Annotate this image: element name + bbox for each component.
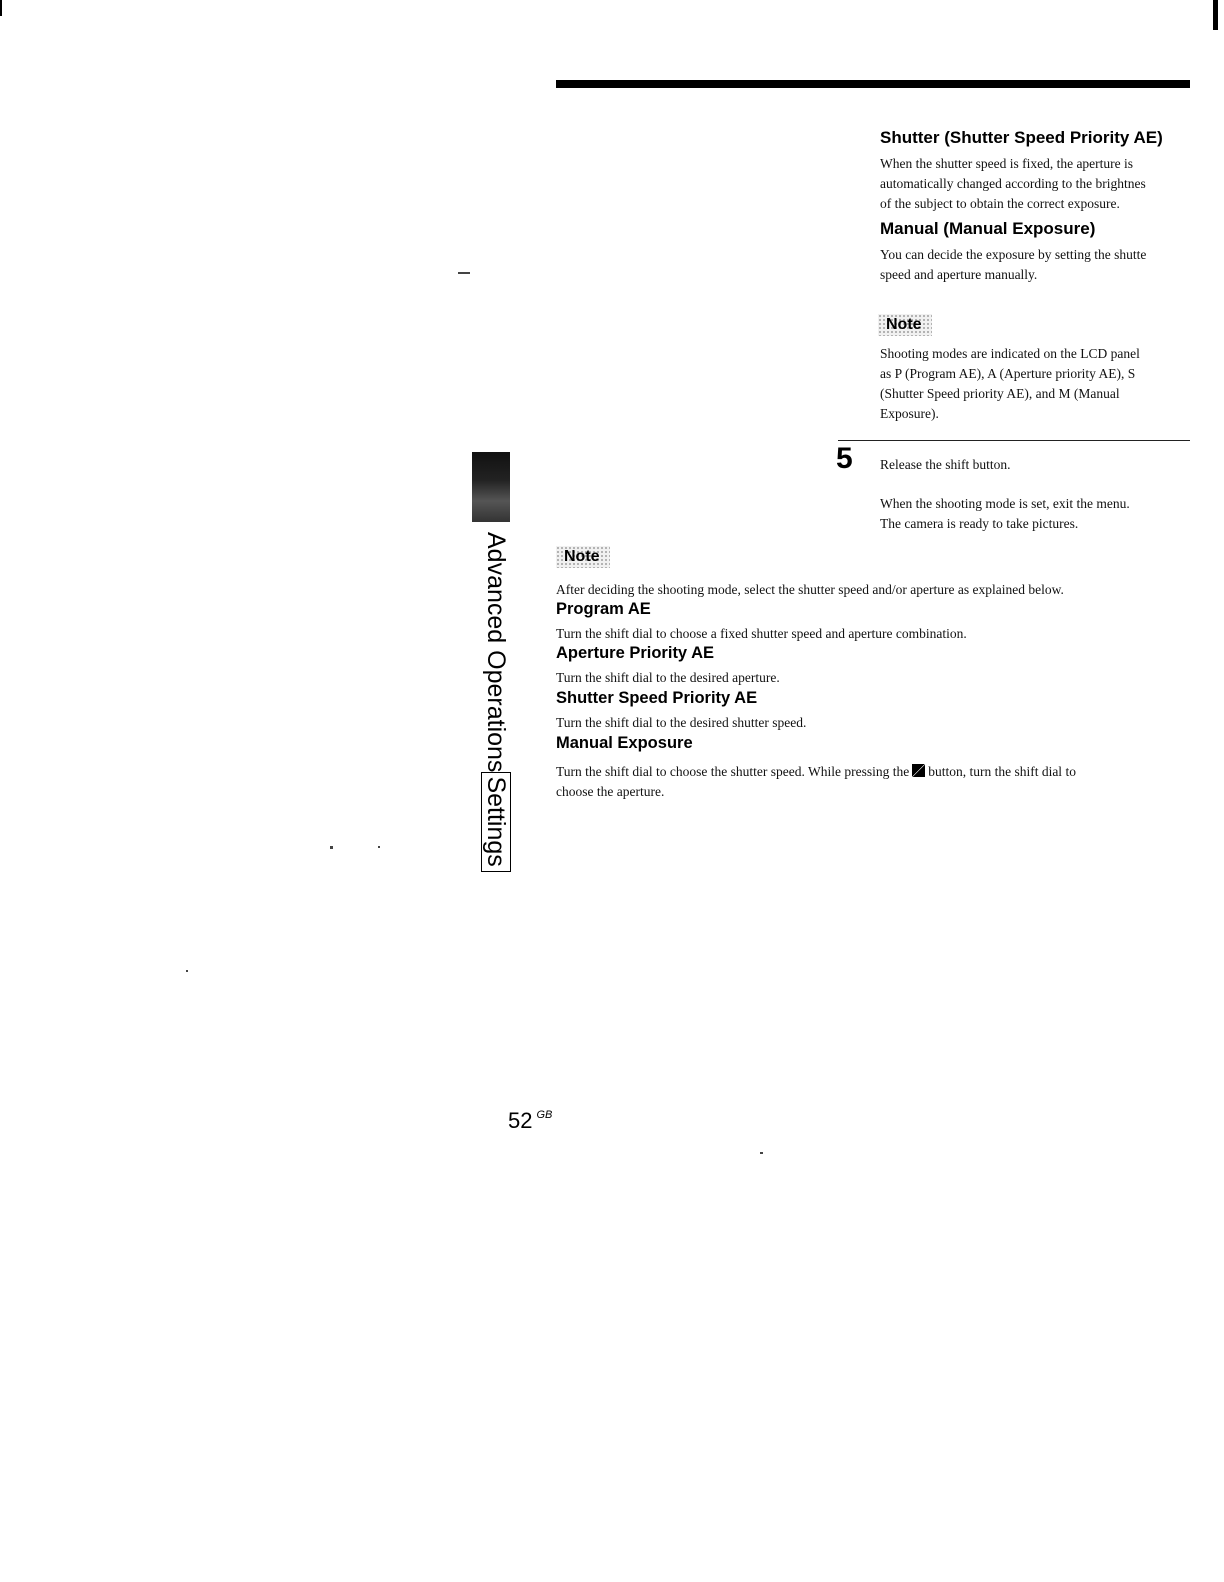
manual-description: You can decide the exposure by setting the shutte speed and aperture manually. bbox=[880, 247, 1147, 282]
section-tab-label: Advanced Operations bbox=[482, 532, 510, 773]
section-tab bbox=[481, 532, 511, 872]
step-rule bbox=[838, 440, 1190, 441]
step-text: Release the shift button. bbox=[880, 457, 1011, 472]
edge-mark bbox=[1213, 0, 1218, 30]
page-number: 52 $^{GB}$ bbox=[508, 1108, 553, 1133]
program-heading: Program AE bbox=[556, 600, 651, 618]
scan-speck bbox=[330, 846, 333, 849]
scan-speck bbox=[378, 846, 380, 848]
shutter-description: When the shutter speed is fixed, the aperture is automatically changed according to the brightnes of the subject to obtain the correct exposure. bbox=[880, 156, 1146, 211]
note-badge: Note bbox=[878, 314, 932, 336]
step-number: 5 bbox=[836, 442, 853, 475]
aperture-heading: Aperture Priority AE bbox=[556, 644, 715, 662]
shutter-speed-text: Turn the shift dial to the desired shutter speed. bbox=[556, 715, 807, 730]
exposure-button-icon bbox=[912, 764, 925, 777]
shutter-speed-heading: Shutter Speed Priority AE bbox=[556, 689, 758, 707]
scan-speck bbox=[760, 1152, 763, 1154]
step-result: When the shooting mode is set, exit the menu. The camera is ready to take pictures. bbox=[880, 496, 1130, 531]
program-text: Turn the shift dial to choose a fixed shutter speed and aperture combination. bbox=[556, 626, 967, 641]
shutter-heading: Shutter (Shutter Speed Priority AE) bbox=[880, 128, 1163, 147]
edge-mark bbox=[0, 0, 2, 16]
manual-heading: Manual (Manual Exposure) bbox=[880, 219, 1096, 238]
aperture-text: Turn the shift dial to the desired aperture. bbox=[556, 670, 780, 685]
scan-speck bbox=[186, 970, 188, 972]
intro-text: After deciding the shooting mode, select the shutter speed and/or aperture as explained below. bbox=[556, 582, 1064, 597]
section-tab-current: Settings bbox=[481, 772, 511, 871]
scan-speck bbox=[458, 272, 470, 274]
section-tab-block bbox=[472, 452, 510, 522]
header-rule bbox=[556, 80, 1190, 88]
manual-exposure-heading: Manual Exposure bbox=[556, 734, 693, 752]
note-badge: Note bbox=[556, 546, 610, 568]
manual-exposure-text: Turn the shift dial to choose the shutter speed. While pressing the button, turn the shift dial to choose the aperture. bbox=[556, 764, 1076, 799]
note-text: Shooting modes are indicated on the LCD panel as P (Program AE), A (Aperture priority AE), S (Shutter Speed priority AE), and M (Manual Exposure). bbox=[880, 346, 1140, 421]
